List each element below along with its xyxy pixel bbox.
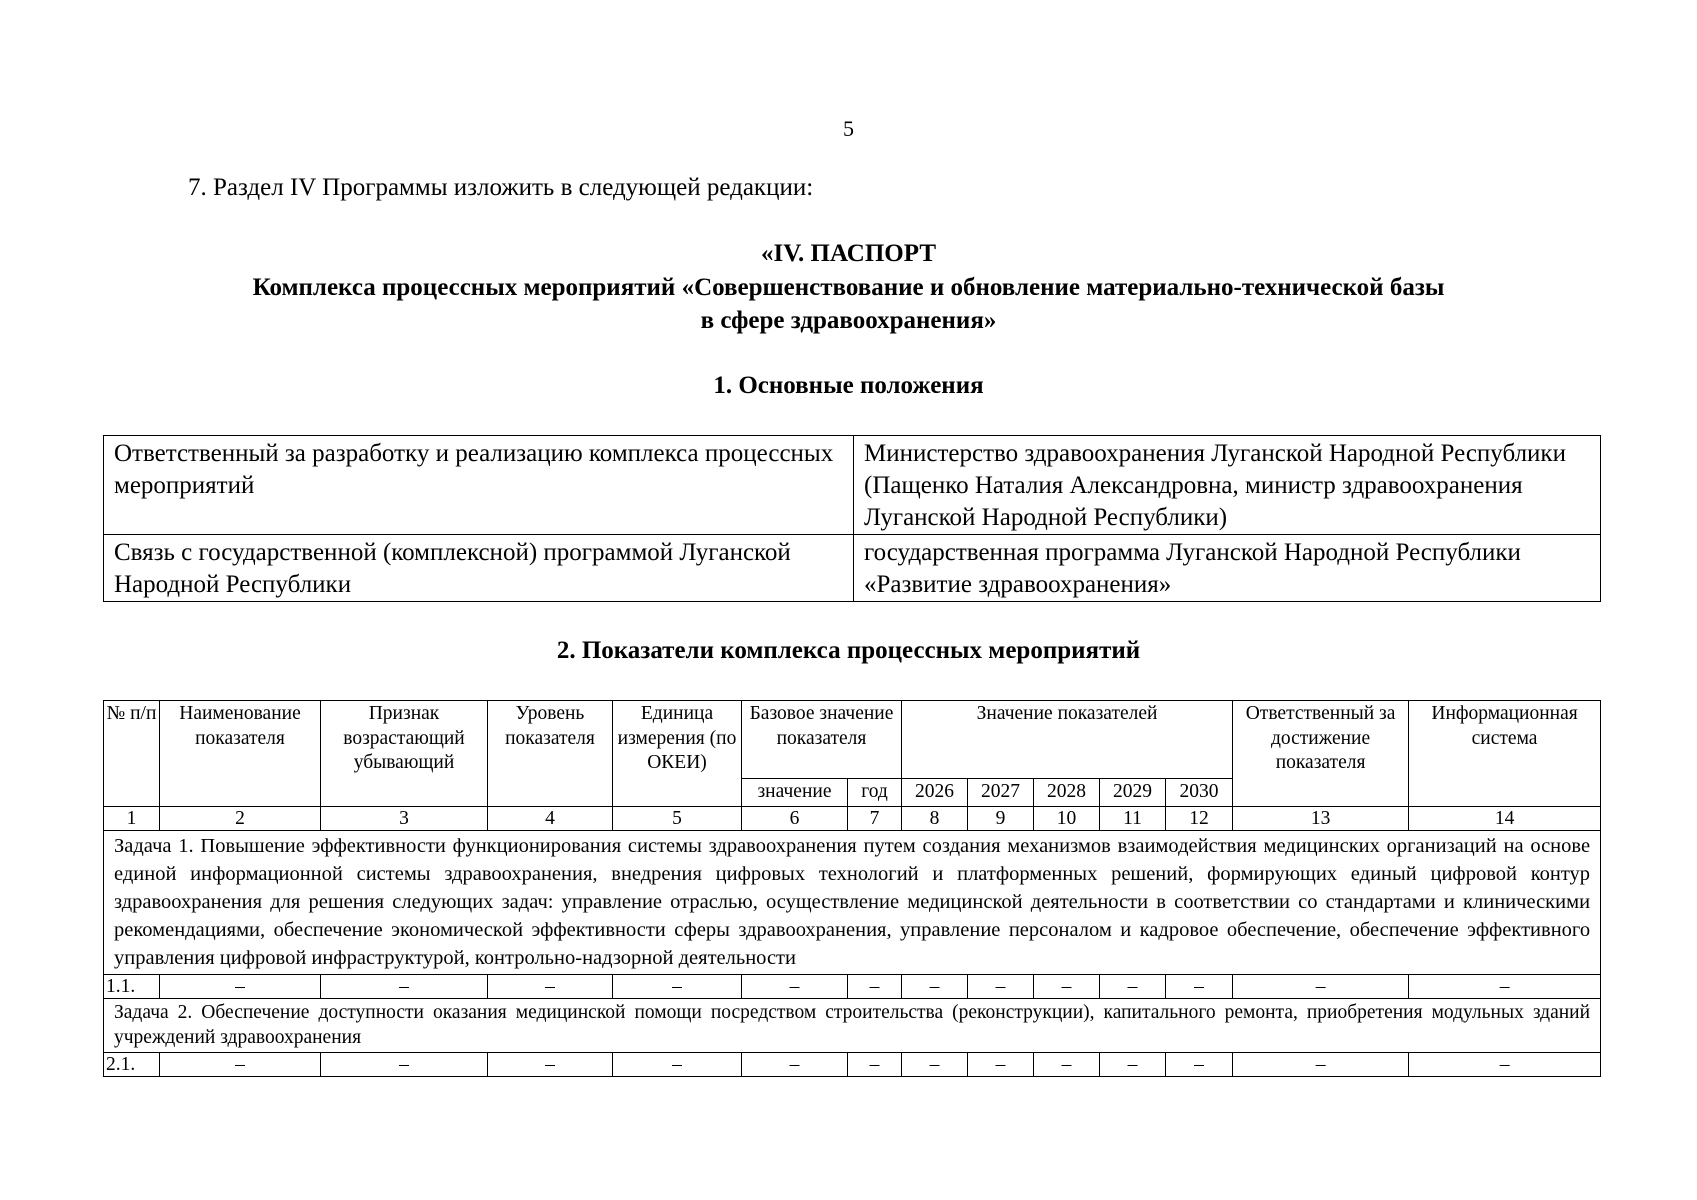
column-number: 4	[488, 806, 613, 830]
header-name: Наименование показателя	[160, 701, 321, 807]
column-number: 3	[321, 806, 488, 830]
column-number: 10	[1034, 806, 1100, 830]
table-cell: –	[1100, 974, 1166, 998]
column-number: 2	[160, 806, 321, 830]
column-number: 6	[742, 806, 848, 830]
header-num: № п/п	[104, 701, 160, 807]
task-1-text: Задача 1. Повышение эффективности функционирования системы здравоохранения путем создания механизмов взаимодействия медицинских организаций на основе единой информационной системы здравоохранения, внедрения цифровых технологий и платформенных решений, формирующих единый цифровой контур здравоохранения для решения следующих задач: управление отраслью, осуществление медицинской деятельности в соответствии со стандартами и клиническими рекомендациями, обеспечение экономической эффективности сферы здравоохранения, управление персоналом и кадровое обеспечение, обеспечение эффективного управления цифровой инфраструктурой, контрольно-надзорной деятельности	[104, 830, 1601, 974]
header-base: Базовое значение показателя	[742, 701, 902, 779]
header-level: Уровень показателя	[488, 701, 613, 807]
column-number: 7	[848, 806, 902, 830]
basics-label: Ответственный за разработку и реализацию комплекса процессных мероприятий	[104, 436, 854, 535]
task-row	[104, 998, 1601, 1052]
basics-value: Министерство здравоохранения Луганской Народной Республики (Пащенко Наталия Александровна, министр здравоохранения Луганской Народной Республики)	[854, 436, 1601, 535]
basics-label: Связь с государственной (комплексной) программой Луганской Народной Республики	[104, 535, 854, 602]
table-cell: –	[1409, 974, 1601, 998]
task-row	[104, 830, 1601, 974]
table-cell: –	[1233, 974, 1409, 998]
column-number: 11	[1100, 806, 1166, 830]
table-cell: –	[1166, 1052, 1233, 1076]
table-cell: –	[1166, 974, 1233, 998]
document-subtitle-line1: Комплекса процессных мероприятий «Совершенствование и обновление материально-технической базы	[252, 274, 1445, 301]
table-row	[104, 1052, 1601, 1076]
header-sign: Признак возрастающий убывающий	[321, 701, 488, 807]
table-cell: –	[613, 1052, 742, 1076]
document-title: «IV. ПАСПОРТ	[760, 240, 936, 267]
table-cell: –	[848, 974, 902, 998]
row-number: 1.1.	[104, 974, 160, 998]
section-2-title: 2. Показатели комплекса процессных мероприятий	[556, 637, 1141, 664]
column-number: 9	[968, 806, 1034, 830]
table-cell: –	[613, 974, 742, 998]
table-cell: –	[160, 974, 321, 998]
table-cell: –	[1100, 1052, 1166, 1076]
table-cell: –	[321, 1052, 488, 1076]
instruction-text: 7. Раздел IV Программы изложить в следующей редакции:	[188, 174, 814, 201]
column-number: 5	[613, 806, 742, 830]
table-cell: –	[1034, 1052, 1100, 1076]
table-cell: –	[1409, 1052, 1601, 1076]
header-row-1	[104, 701, 1601, 779]
header-year: 2029	[1100, 779, 1166, 807]
header-base-value: значение	[742, 779, 848, 807]
table-cell: –	[968, 974, 1034, 998]
table-cell: –	[160, 1052, 321, 1076]
column-number: 12	[1166, 806, 1233, 830]
basics-row	[104, 436, 1601, 535]
header-year: 2030	[1166, 779, 1233, 807]
task-2-text: Задача 2. Обеспечение доступности оказания медицинской помощи посредством строительства (реконструкции), капитального ремонта, приобретения модульных зданий учреждений здравоохранения	[104, 998, 1601, 1052]
table-cell: –	[848, 1052, 902, 1076]
column-number: 14	[1409, 806, 1601, 830]
table-cell: –	[488, 974, 613, 998]
table-cell: –	[488, 1052, 613, 1076]
basics-value: государственная программа Луганской Народной Республики «Развитие здравоохранения»	[854, 535, 1601, 602]
header-year: 2026	[902, 779, 968, 807]
header-year: 2028	[1034, 779, 1100, 807]
page-number: 5	[843, 116, 854, 141]
header-base-year: год	[848, 779, 902, 807]
column-number: 8	[902, 806, 968, 830]
table-cell: –	[742, 974, 848, 998]
column-numbers-row	[104, 806, 1601, 830]
column-number: 1	[104, 806, 160, 830]
column-number: 13	[1233, 806, 1409, 830]
header-system: Информационная система	[1409, 701, 1601, 807]
table-cell: –	[1233, 1052, 1409, 1076]
table-cell: –	[1034, 974, 1100, 998]
table-cell: –	[742, 1052, 848, 1076]
row-number: 2.1.	[104, 1052, 160, 1076]
indicators-table	[103, 700, 1601, 1077]
basics-row	[104, 535, 1601, 602]
header-responsible: Ответственный за достижение показателя	[1233, 701, 1409, 807]
table-cell: –	[968, 1052, 1034, 1076]
section-1-title: 1. Основные положения	[713, 372, 984, 399]
table-cell: –	[902, 974, 968, 998]
table-cell: –	[321, 974, 488, 998]
document-subtitle-line2: в сфере здравоохранения»	[700, 307, 997, 334]
header-unit: Единица измерения (по ОКЕИ)	[613, 701, 742, 807]
basic-provisions-table	[103, 435, 1601, 602]
table-cell: –	[902, 1052, 968, 1076]
header-year: 2027	[968, 779, 1034, 807]
table-row	[104, 974, 1601, 998]
header-values: Значение показателей	[902, 701, 1233, 779]
